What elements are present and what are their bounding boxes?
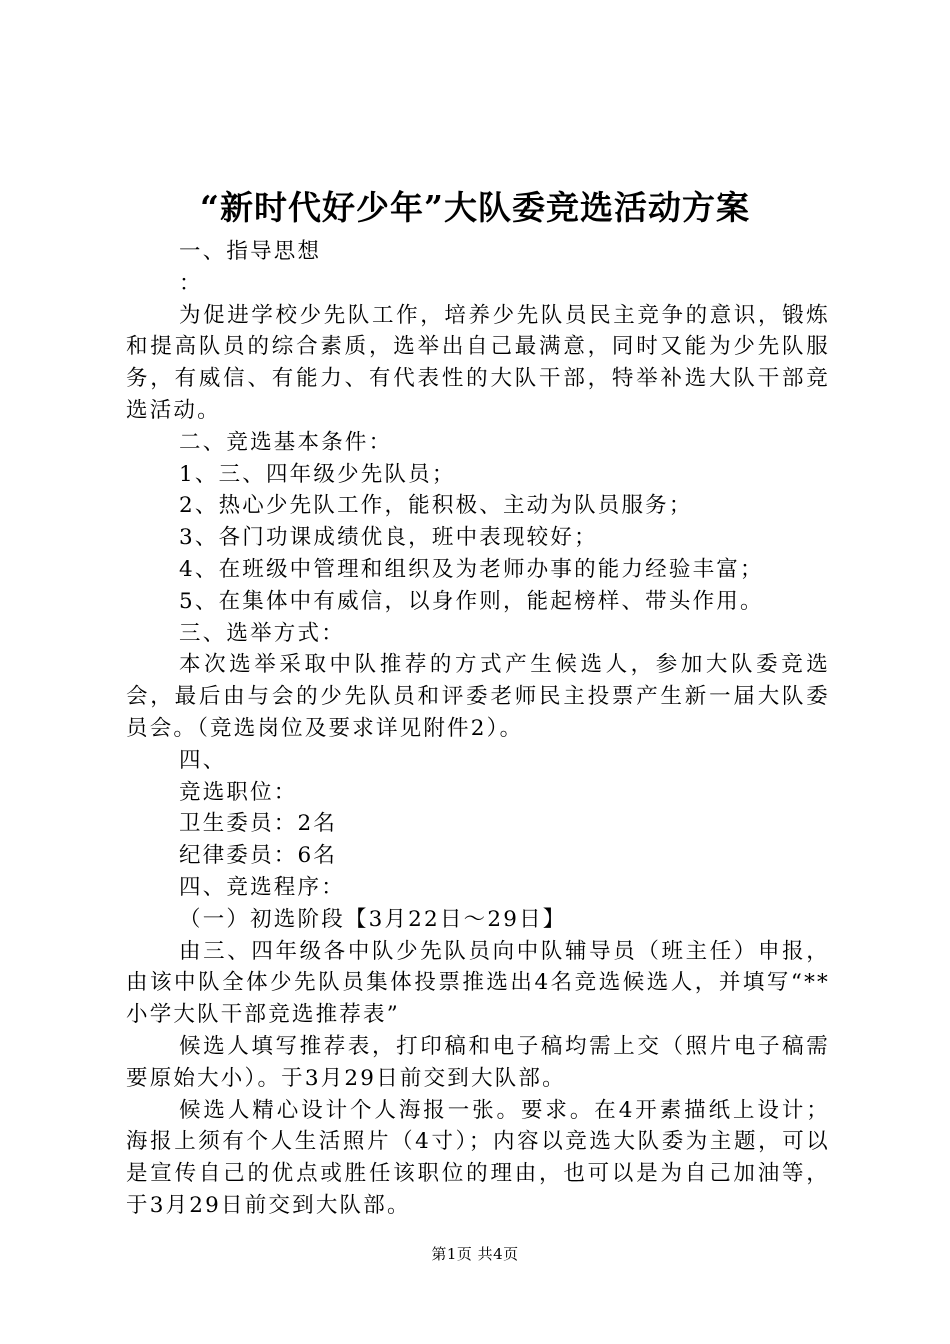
section-heading-election-method: 三、选举方式： bbox=[179, 620, 345, 646]
section-number-four: 四、 bbox=[179, 747, 227, 773]
section-heading-procedure: 四、竞选程序： bbox=[179, 874, 345, 900]
section-heading-guiding-ideology: 一、指导思想 bbox=[179, 239, 322, 264]
paragraph-form-submission: 候选人填写推荐表，打印稿和电子稿均需上交（照片电子稿需要原始大小）。于3月29日前交到大队部。 bbox=[126, 1033, 830, 1091]
page-footer: 第1页 共4页 bbox=[431, 1245, 519, 1263]
section-heading-positions: 竞选职位： bbox=[179, 779, 298, 805]
subsection-primary-stage: （一）初选阶段【3月22日～29日】 bbox=[179, 906, 567, 932]
condition-item-1: 1、三、四年级少先队员； bbox=[179, 461, 456, 487]
paragraph-purpose: 为促进学校少先队工作，培养少先队员民主竞争的意识，锻炼和提高队员的综合素质，选举出自己最满意，同时又能为少先队服务，有威信、有能力、有代表性的大队干部，特举补选大队干部竞选活动。 bbox=[126, 302, 830, 423]
condition-item-2: 2、热心少先队工作，能积极、主动为队员服务； bbox=[179, 493, 693, 519]
paragraph-nomination: 由三、四年级各中队少先队员向中队辅导员（班主任）申报，由该中队全体少先队员集体投票推选出4名竞选候选人，并填写“**小学大队干部竞选推荐表” bbox=[126, 938, 830, 1028]
paragraph-poster: 候选人精心设计个人海报一张。要求。在4开素描纸上设计；海报上须有个人生活照片（4寸）；内容以竞选大队委为主题，可以是宣传自己的优点或胜任该职位的理由，也可以是为自己加油等，于3月29日前交到大队部。 bbox=[126, 1097, 830, 1218]
position-discipline: 纪律委员：6名 bbox=[179, 843, 338, 869]
document-body bbox=[126, 236, 830, 1222]
section-heading-basic-conditions: 二、竞选基本条件： bbox=[179, 429, 393, 455]
position-hygiene: 卫生委员：2名 bbox=[179, 811, 338, 837]
condition-item-3: 3、各门功课成绩优良，班中表现较好； bbox=[179, 525, 598, 551]
colon-line: ： bbox=[179, 270, 203, 296]
document-title: “新时代好少年”大队委竞选活动方案 bbox=[200, 188, 750, 227]
paragraph-election-method: 本次选举采取中队推荐的方式产生候选人，参加大队委竞选会，最后由与会的少先队员和评委老师民主投票产生新一届大队委员会。（竞选岗位及要求详见附件2）。 bbox=[126, 652, 830, 741]
condition-item-5: 5、在集体中有威信，以身作则，能起榜样、带头作用。 bbox=[179, 588, 764, 614]
condition-item-4: 4、在班级中管理和组织及为老师办事的能力经验丰富； bbox=[179, 556, 764, 582]
